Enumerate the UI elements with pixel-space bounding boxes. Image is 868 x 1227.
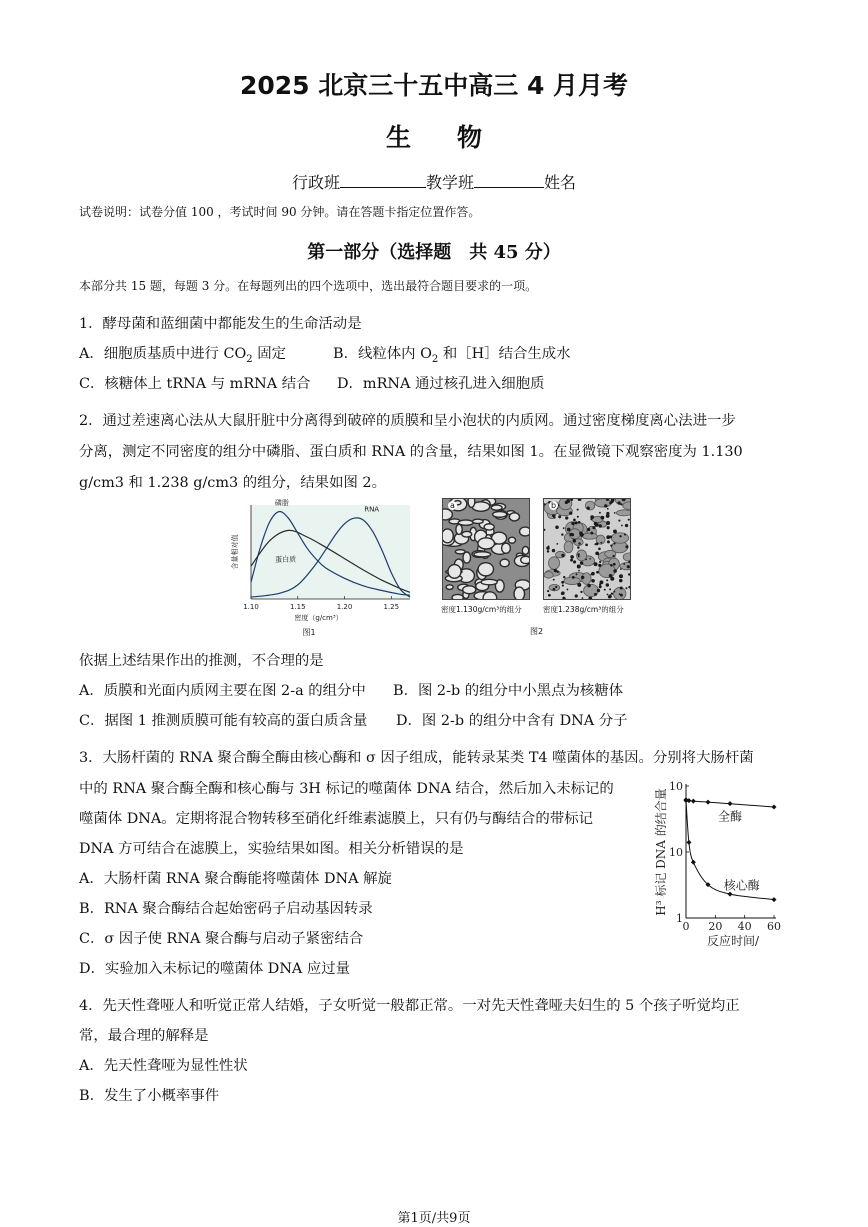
ribosome-dot	[553, 579, 555, 581]
x-axis-label: 密度（g/cm³）	[294, 614, 343, 622]
q3-stem-line2: 中的 RNA 聚合酶全酶和核心酶与 3H 标记的噬菌体 DNA 结合，然后加入未标记的	[79, 781, 614, 797]
vesicle	[623, 553, 630, 561]
ribosome-dot	[556, 543, 558, 545]
vesicle	[443, 529, 453, 543]
vesicle	[544, 572, 553, 579]
ribosome-dot	[610, 564, 613, 567]
ribosome-dot	[565, 516, 568, 519]
ribosome-dot	[590, 532, 593, 535]
q3-stem-line1: 3．大肠杆菌的 RNA 聚合酶全酶由核心酶和 σ 因子组成，能转录某类 T4 噬菌体的基因。分别将大肠杆菌	[79, 750, 754, 766]
ribosome-dot	[554, 569, 557, 572]
section-title: 第一部分（选择题 共 45 分）	[307, 242, 561, 263]
figure1-label: 图1	[302, 628, 316, 637]
ribosome-dot	[558, 515, 561, 518]
ribosome-dot	[573, 560, 576, 563]
series-label: 核心酶	[723, 878, 760, 893]
ribosome-dot	[553, 516, 555, 518]
ribosome-dot	[610, 544, 612, 546]
ribosome-dot	[619, 579, 623, 583]
q1-option-c: C．核糖体上 tRNA 与 mRNA 结合	[79, 376, 311, 392]
x-tick-label: 1.25	[383, 603, 400, 611]
ribosome-dot	[547, 550, 550, 553]
vesicle	[514, 587, 525, 599]
ribosome-dot	[613, 591, 615, 593]
class-blank[interactable]	[340, 171, 426, 188]
ribosome-dot	[613, 563, 616, 566]
ribosome-dot	[600, 516, 604, 520]
q2-option-b: B．图 2-b 的组分中小黑点为核糖体	[393, 683, 624, 699]
q3-option-d: D．实验加入未标记的噬菌体 DNA 应过量	[79, 961, 351, 977]
q2-stem-line2: 分离，测定不同密度的组分中磷脂、蛋白质和 RNA 的含量，结果如图 1。在显微镜下观察密度为 1.130	[79, 444, 743, 460]
q4-option-b: B．发生了小概率事件	[79, 1088, 220, 1104]
ribosome-dot	[585, 543, 588, 546]
q1-option-d: D．mRNA 通过核孔进入细胞质	[337, 376, 545, 392]
x-tick-label: 40	[737, 920, 752, 933]
q3-stem-line3: 噬菌体 DNA。定期将混合物转移至硝化纤维素滤膜上，只有仍与酶结合的带标记	[79, 811, 593, 827]
vesicle	[443, 509, 452, 520]
series-label: RNA	[364, 505, 380, 514]
q2-stem-line1: 2．通过差速离心法从大鼠肝脏中分离得到破碎的质膜和呈小泡状的内质网。通过密度梯度离心法进一步	[79, 413, 736, 429]
vesicle	[509, 513, 519, 521]
ribosome-dot	[578, 542, 580, 544]
figure2-label: 图2	[530, 627, 544, 636]
x-tick-label: 60	[767, 920, 781, 933]
y-tick-label: 1	[676, 912, 683, 925]
ribosome-dot	[563, 576, 565, 578]
ribosome-dot	[555, 586, 557, 588]
ribosome-dot	[591, 579, 595, 583]
ribosome-dot	[572, 576, 575, 579]
ribosome-dot	[548, 594, 551, 597]
page-title: 2025 北京三十五中高三 4 月月考	[239, 71, 629, 100]
ribosome-dot	[613, 569, 617, 573]
exam-note: 试卷说明：试卷分值 100 ，考试时间 90 分钟。请在答题卡指定位置作答。	[79, 205, 481, 219]
q3-option-c: C．σ 因子使 RNA 聚合酶与启动子紧密结合	[79, 931, 364, 947]
y-axis-label: 含量相对值	[231, 534, 239, 570]
ribosome-dot	[547, 590, 549, 592]
vesicle	[549, 557, 560, 569]
teaching-class-label: 教学班	[425, 173, 474, 192]
ribosome-dot	[599, 561, 601, 563]
ribosome-dot	[577, 564, 581, 568]
ribosome-dot	[577, 553, 579, 555]
q2-stem-line3: g/cm3 和 1.238 g/cm3 的组分，结果如图 2。	[79, 475, 386, 491]
vesicle	[582, 533, 597, 539]
figure1-density-chart	[225, 495, 420, 640]
ribosome-dot	[563, 527, 565, 529]
data-point	[706, 800, 711, 805]
micrograph-a	[442, 498, 530, 600]
ribosome-dot	[607, 540, 610, 543]
ribosome-dot	[620, 568, 622, 570]
ribosome-dot	[555, 526, 559, 530]
ribosome-dot	[577, 546, 580, 549]
vesicle	[502, 543, 511, 553]
vesicle	[614, 587, 626, 599]
data-point	[772, 805, 777, 810]
ribosome-dot	[599, 524, 602, 527]
ribosome-dot	[578, 521, 581, 524]
ribosome-dot	[624, 533, 626, 535]
ribosome-dot	[598, 548, 601, 551]
ribosome-dot	[580, 561, 583, 564]
vesicle	[481, 579, 497, 584]
ribosome-dot	[620, 503, 622, 505]
page-footer: 第1页/共9页	[397, 1211, 471, 1226]
q3-stem-line4: DNA 方可结合在滤膜上，实验结果如图。相关分析错误的是	[79, 841, 464, 857]
ribosome-dot	[609, 594, 611, 596]
ribosome-dot	[597, 589, 600, 592]
vesicle	[452, 594, 463, 599]
name-label: 姓名	[544, 173, 577, 192]
ribosome-dot	[619, 574, 623, 578]
x-tick-label: 1.15	[289, 603, 306, 611]
vesicle	[491, 505, 502, 510]
ribosome-dot	[561, 581, 564, 584]
y-tick-label: 10	[669, 780, 683, 793]
subject-title: 生物	[385, 123, 528, 152]
ribosome-dot	[595, 542, 598, 545]
ribosome-dot	[570, 555, 574, 559]
ribosome-dot	[617, 501, 620, 504]
ribosome-dot	[606, 512, 609, 515]
q1-option-b: B．线粒体内 $O_2$ 和［H］结合生成水	[333, 346, 571, 365]
ribosome-dot	[582, 597, 584, 599]
q3-option-b: B．RNA 聚合酶结合起始密码子启动基因转录	[79, 901, 373, 917]
ribosome-dot	[574, 540, 577, 543]
vesicle	[509, 537, 516, 543]
q2-option-c: C．据图 1 推测质膜可能有较高的蛋白质含量	[79, 713, 368, 729]
vesicle	[468, 499, 475, 507]
vesicle	[463, 552, 471, 563]
ribosome-dot	[575, 521, 578, 524]
ribosome-dot	[594, 562, 598, 566]
ribosome-dot	[607, 594, 609, 596]
ribosome-dot	[607, 508, 609, 510]
data-point	[686, 840, 691, 845]
ribosome-dot	[577, 583, 581, 587]
q2-option-a: A．质膜和光面内质网主要在图 2-a 的组分中	[79, 683, 366, 699]
vesicle	[462, 531, 472, 537]
vesicle	[456, 524, 462, 534]
plot-background	[251, 505, 410, 599]
ribosome-dot	[587, 528, 590, 531]
ribosome-dot	[620, 594, 623, 597]
figure3-binding-chart	[648, 772, 788, 950]
ribosome-dot	[623, 563, 625, 565]
ribosome-dot	[606, 579, 608, 581]
ribosome-dot	[599, 512, 601, 514]
micrograph-a-image	[443, 499, 529, 599]
y-axis-label: H³ 标记 DNA 的结合量	[654, 788, 668, 916]
q1-option-a: A．细胞质基质中进行 $CO_2$ 固定	[79, 346, 287, 365]
ribosome-dot	[587, 584, 591, 588]
vesicle	[483, 592, 497, 599]
ribosome-dot	[578, 570, 580, 572]
ribosome-dot	[609, 574, 613, 578]
q4-stem-line1: 4．先天性聋哑人和听觉正常人结婚，子女听觉一般都正常。一对先天性聋哑夫妇生的 5 个孩子听觉均正	[79, 998, 740, 1014]
ribosome-dot	[606, 535, 610, 539]
ribosome-dot	[606, 521, 610, 525]
ribosome-dot	[618, 519, 620, 521]
vesicle	[448, 565, 461, 579]
data-point	[728, 801, 733, 806]
ribosome-dot	[592, 526, 595, 529]
vesicle	[446, 585, 453, 590]
ribosome-dot	[561, 591, 565, 595]
vesicle	[522, 546, 528, 554]
ribosome-dot	[594, 522, 598, 526]
x-tick-label: 1.10	[243, 603, 259, 611]
ribosome-dot	[575, 594, 578, 597]
ribosome-dot	[620, 587, 623, 590]
ribosome-dot	[628, 519, 630, 521]
ribosome-dot	[611, 593, 613, 595]
ribosome-dot	[613, 529, 617, 533]
ribosome-dot	[580, 534, 583, 537]
data-point	[684, 798, 689, 803]
vesicle	[474, 552, 491, 557]
vesicle	[521, 556, 529, 563]
ribosome-dot	[567, 589, 569, 591]
micrograph-b-image	[544, 499, 630, 599]
ribosome-dot	[570, 533, 573, 536]
ribosome-dot	[627, 565, 630, 568]
ribosome-dot	[590, 518, 592, 520]
vesicle	[472, 519, 483, 523]
ribosome-dot	[594, 593, 597, 596]
data-point	[691, 799, 696, 804]
x-axis-label: 反应时间/	[706, 934, 760, 948]
data-point	[772, 897, 777, 902]
vesicle	[500, 559, 509, 567]
ribosome-dot	[625, 545, 628, 548]
ribosome-dot	[589, 558, 591, 560]
series-label: 全酶	[717, 809, 743, 824]
ribosome-dot	[598, 564, 601, 567]
x-tick-label: 20	[708, 920, 723, 933]
ribosome-dot	[600, 542, 602, 544]
ribosome-dot	[569, 511, 572, 514]
ribosome-dot	[599, 585, 602, 588]
ribosome-dot	[614, 512, 616, 514]
ribosome-dot	[599, 583, 601, 585]
ribosome-dot	[573, 519, 576, 522]
ribosome-dot	[552, 549, 555, 552]
vesicle	[520, 527, 529, 536]
ribosome-dot	[561, 554, 564, 557]
ribosome-dot	[577, 516, 579, 518]
q2-option-d: D．图 2-b 的组分中含有 DNA 分子	[396, 713, 628, 729]
vesicle	[478, 563, 493, 576]
ribosome-dot	[625, 587, 627, 589]
q4-stem-line2: 常，最合理的解释是	[79, 1028, 209, 1044]
series-label: 蛋白质	[275, 555, 297, 564]
micrograph-a-caption: 密度1.130g/cm³的组分	[441, 605, 522, 614]
ribosome-dot	[561, 533, 563, 535]
ribosome-dot	[613, 543, 615, 545]
ribosome-dot	[570, 559, 573, 562]
ribosome-dot	[606, 583, 609, 586]
q3-option-a: A．大肠杆菌 RNA 聚合酶能将噬菌体 DNA 解旋	[79, 871, 392, 887]
micrograph-a-label: a	[450, 501, 455, 510]
vesicle	[611, 533, 629, 543]
ribosome-dot	[581, 576, 584, 579]
ribosome-dot	[562, 584, 564, 586]
ribosome-dot	[566, 499, 570, 503]
ribosome-dot	[585, 559, 587, 561]
x-tick-label: 0	[682, 920, 690, 933]
ribosome-dot	[596, 571, 599, 574]
ribosome-dot	[604, 589, 606, 591]
ribosome-dot	[604, 504, 607, 507]
data-point	[691, 860, 696, 865]
vesicle	[599, 564, 615, 578]
ribosome-dot	[590, 515, 594, 519]
ribosome-dot	[609, 588, 611, 590]
ribosome-dot	[625, 524, 628, 527]
vesicle	[564, 577, 581, 584]
section-instructions: 本部分共 15 题，每题 3 分。在每题列出的四个选项中，选出最符合题目要求的一项。	[79, 279, 538, 293]
ribosome-dot	[612, 555, 614, 557]
ribosome-dot	[548, 545, 550, 547]
vesicle	[484, 524, 494, 530]
ribosome-dot	[619, 535, 621, 537]
ribosome-dot	[607, 526, 610, 529]
vesicle	[463, 586, 476, 594]
q4-option-a: A．先天性聋哑为显性性状	[79, 1058, 248, 1074]
vesicle	[616, 510, 630, 516]
vesicle	[478, 538, 495, 549]
vesicle	[493, 512, 507, 518]
q2-question: 依据上述结果作出的推测，不合理的是	[79, 653, 324, 669]
ribosome-dot	[553, 588, 556, 591]
ribosome-dot	[587, 506, 590, 509]
micrograph-b-caption: 密度1.238g/cm³的组分	[543, 605, 624, 614]
series-label: 磷脂	[274, 499, 289, 508]
class-label: 行政班	[291, 173, 340, 192]
q1-stem: 1．酵母菌和蓝细菌中都能发生的生命活动是	[79, 316, 362, 332]
ribosome-dot	[591, 572, 595, 576]
micrograph-b	[543, 498, 631, 600]
ribosome-dot	[577, 509, 579, 511]
ribosome-dot	[571, 522, 574, 525]
micrograph-b-label: b	[551, 501, 557, 510]
ribosome-dot	[567, 528, 571, 532]
ribosome-dot	[595, 551, 599, 555]
ribosome-dot	[576, 573, 578, 575]
x-tick-label: 1.20	[336, 603, 353, 611]
y-tick-label: 10	[669, 846, 683, 859]
teaching-class-blank[interactable]	[474, 171, 544, 188]
ribosome-dot	[580, 591, 582, 593]
ribosome-dot	[621, 525, 623, 527]
student-info-line	[0, 170, 868, 193]
vesicle	[564, 541, 573, 553]
